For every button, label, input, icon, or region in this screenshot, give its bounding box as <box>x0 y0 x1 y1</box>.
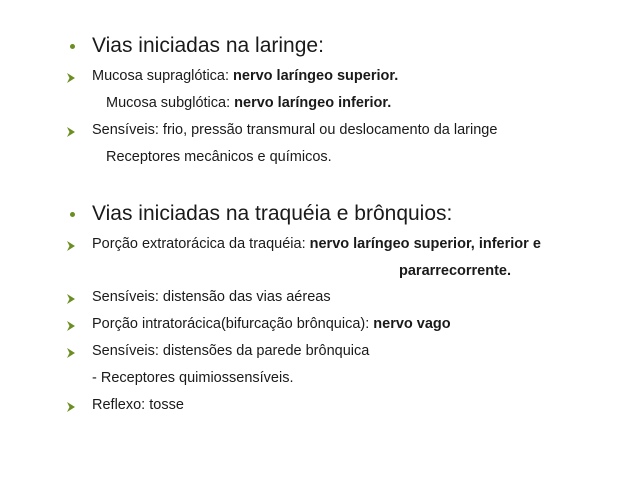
arrow-bullet-icon <box>66 320 76 332</box>
list-item-text: Porção intratorácica(bifurcação brônquica): <box>92 316 374 332</box>
heading-bullet-icon <box>70 212 75 217</box>
list-item <box>92 236 541 252</box>
section-heading: Vias iniciadas na laringe: <box>92 34 324 57</box>
list-item <box>92 397 184 413</box>
list-item <box>92 370 293 386</box>
list-item-text: Mucosa supraglótica: <box>92 68 234 84</box>
list-item <box>92 289 331 305</box>
list-item-text: Sensíveis: distensões da parede brônquica <box>92 343 370 359</box>
list-item-text: - Receptores quimiossensíveis. <box>92 370 294 386</box>
arrow-bullet-icon <box>66 401 76 413</box>
list-item <box>92 68 398 84</box>
list-item <box>106 95 391 111</box>
list-item-text: Porção extratorácica da traquéia: <box>92 236 310 252</box>
list-item <box>92 343 369 359</box>
list-item <box>106 149 332 165</box>
list-item-bold: pararrecorrente. <box>399 263 512 279</box>
arrow-bullet-icon <box>66 293 76 305</box>
list-item-text: Reflexo: tosse <box>92 397 184 413</box>
list-item-bold: nervo laríngeo superior, inferior e <box>309 236 541 252</box>
arrow-bullet-icon <box>66 240 76 252</box>
list-item-text: Sensíveis: distensão das vias aéreas <box>92 289 331 305</box>
list-item <box>399 263 511 279</box>
list-item-bold: nervo vago <box>373 316 451 332</box>
arrow-bullet-icon <box>66 72 76 84</box>
list-item-bold: nervo laríngeo inferior. <box>234 95 392 111</box>
section-heading: Vias iniciadas na traquéia e brônquios: <box>92 202 453 225</box>
list-item <box>92 122 497 138</box>
list-item-text: Mucosa subglótica: <box>106 95 235 111</box>
list-item-text: Receptores mecânicos e químicos. <box>106 149 332 165</box>
list-item <box>92 316 451 332</box>
list-item-bold: nervo laríngeo superior. <box>233 68 399 84</box>
arrow-bullet-icon <box>66 126 76 138</box>
list-item-text: Sensíveis: frio, pressão transmural ou deslocamento da laringe <box>92 122 498 138</box>
heading-bullet-icon <box>70 44 75 49</box>
arrow-bullet-icon <box>66 347 76 359</box>
